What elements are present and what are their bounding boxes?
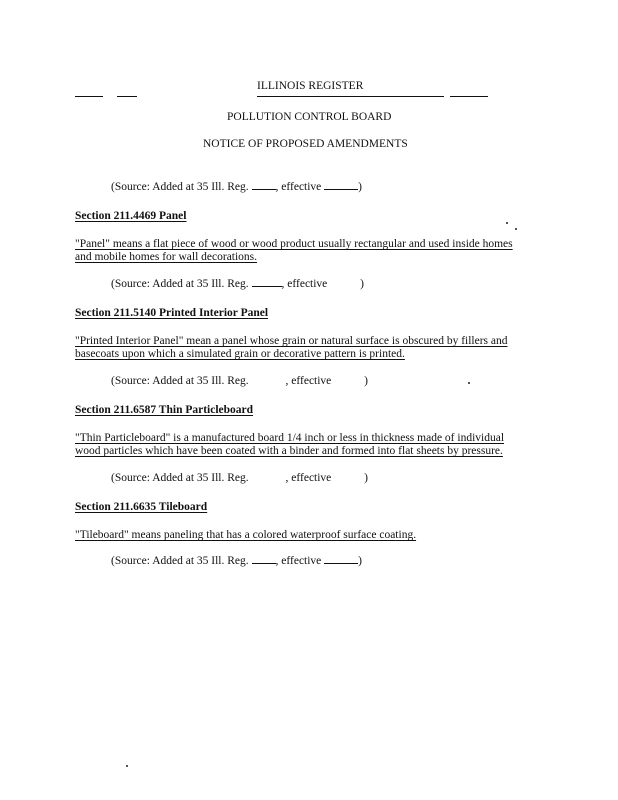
- scan-speck: [515, 228, 517, 230]
- register-title: ILLINOIS REGISTER: [257, 80, 364, 92]
- section-definition-line: "Tileboard" means paneling that has a colored waterproof surface coating.: [75, 529, 417, 541]
- scan-speck: [126, 765, 128, 767]
- source-prefix: (Source: Added at 35 Ill. Reg.: [111, 278, 249, 290]
- section-definition-line: "Thin Particleboard" is a manufactured board 1/4 inch or less in thickness made of individual: [75, 432, 505, 444]
- source-reg-blank: [252, 563, 276, 564]
- section-definition-line: basecoats upon which a simulated grain or decorative pattern is printed.: [75, 348, 405, 360]
- source-prefix: (Source: Added at 35 Ill. Reg.: [111, 472, 249, 484]
- notice-title: NOTICE OF PROPOSED AMENDMENTS: [203, 138, 408, 150]
- source-date-blank: [324, 189, 358, 190]
- section-definition-line: "Printed Interior Panel" mean a panel whose grain or natural surface is obscured by fillers and: [75, 335, 508, 347]
- source-note-5: [111, 554, 362, 568]
- section-heading: Section 211.5140 Printed Interior Panel: [75, 307, 269, 319]
- source-prefix: (Source: Added at 35 Ill. Reg.: [111, 555, 249, 567]
- source-note-2: [111, 277, 364, 291]
- section-heading: Section 211.6635 Tileboard: [75, 501, 208, 513]
- section-definition-line: and mobile homes for wall decorations.: [75, 251, 258, 263]
- section-heading: Section 211.6587 Thin Particleboard: [75, 404, 254, 416]
- section-definition-line: "Panel" means a flat piece of wood or wood product usually rectangular and used inside homes: [75, 238, 513, 250]
- source-date-blank: [324, 563, 358, 564]
- header-rule-right-2: [450, 96, 488, 97]
- source-effective: , effective: [281, 278, 328, 290]
- source-effective: , effective: [285, 472, 332, 484]
- source-close: ): [360, 278, 365, 290]
- source-effective: , effective: [275, 555, 322, 567]
- source-reg-blank: [252, 189, 276, 190]
- scan-speck: [506, 222, 508, 224]
- source-note-3: [111, 374, 368, 388]
- source-effective: , effective: [285, 375, 332, 387]
- source-note-1: [111, 180, 362, 194]
- source-close: ): [358, 181, 363, 193]
- section-heading: Section 211.4469 Panel: [75, 210, 187, 222]
- source-reg-blank: [252, 286, 282, 287]
- header-rule-right: [257, 96, 444, 97]
- header-rule-left: [75, 96, 103, 97]
- source-close: ): [364, 375, 369, 387]
- source-close: ): [364, 472, 369, 484]
- source-prefix: (Source: Added at 35 Ill. Reg.: [111, 181, 249, 193]
- scan-speck: [468, 382, 470, 384]
- source-prefix: (Source: Added at 35 Ill. Reg.: [111, 375, 249, 387]
- source-close: ): [358, 555, 363, 567]
- source-effective: , effective: [275, 181, 322, 193]
- board-title: POLLUTION CONTROL BOARD: [227, 111, 392, 123]
- source-note-4: [111, 471, 368, 485]
- header-rule-left-2: [117, 96, 137, 97]
- section-definition-line: wood particles which have been coated with a binder and formed into flat sheets by pressure.: [75, 445, 503, 457]
